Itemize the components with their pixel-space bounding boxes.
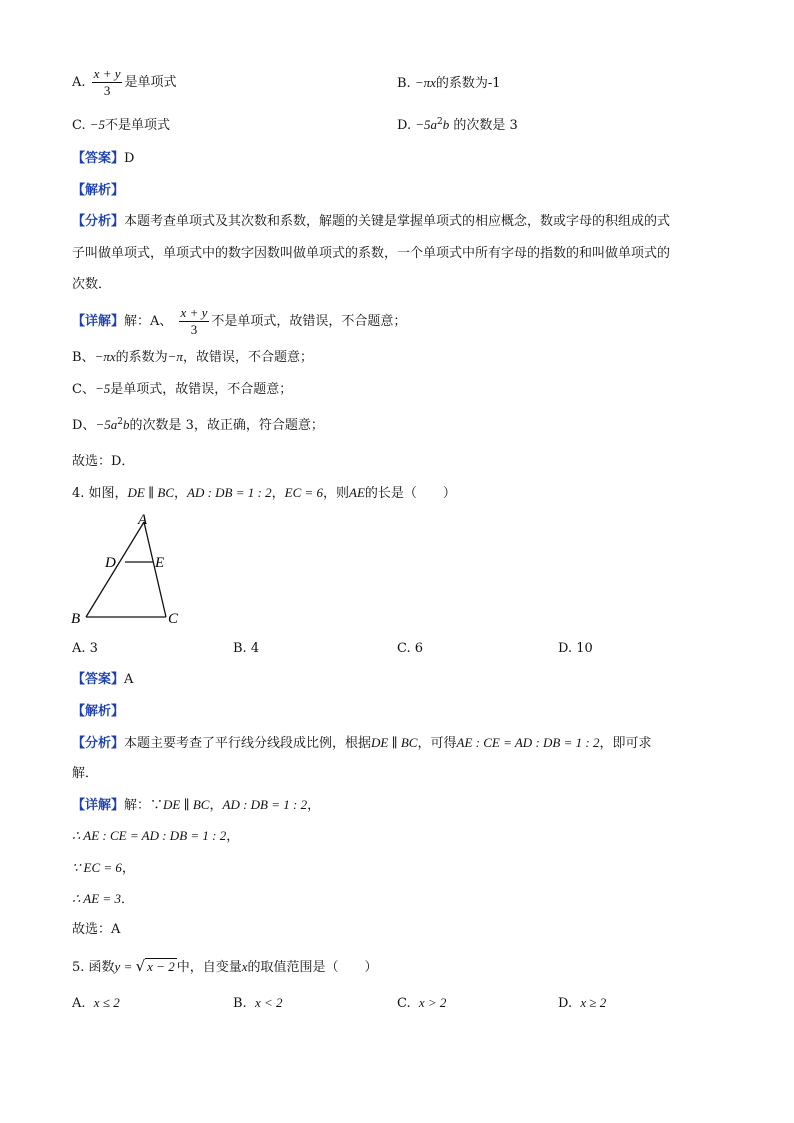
- q3-analysis-heading: 【解析】: [72, 183, 125, 198]
- q3-option-a: A. $\frac{x + y}{3}$ 是单项式: [72, 66, 177, 98]
- label-d: D: [105, 555, 116, 571]
- q3-detail-a: 【详解】解：A、 $\frac{x + y}{3}$ 不是单项式，故错误，不合题意；: [72, 305, 407, 337]
- label-a: A: [138, 512, 148, 528]
- q4-choose: 故选：A: [72, 922, 121, 937]
- q4-stem: 4. 如图，DE ∥ BC，AD : DB = 1 : 2，EC = 6，则AE的长是（ ）: [72, 485, 456, 501]
- label-c: C: [168, 611, 179, 627]
- q3-option-b: B. −πx的系数为-1: [397, 75, 501, 91]
- q4-fenxi-line1: 【分析】本题主要考查了平行线分线段成比例，根据DE ∥ BC，可得AE : CE = AD : DB = 1 : 2，即可求: [72, 735, 652, 751]
- q3-option-d: D. $-5a^2b$ 的次数是 3: [397, 117, 518, 133]
- q5-option-c: C. x > 2: [397, 995, 447, 1011]
- label-e: E: [155, 555, 165, 571]
- q4-option-c: C. 6: [397, 641, 424, 656]
- q4-detail-line4: ∴ AE = 3．: [72, 891, 134, 907]
- q3-fenxi-line2: 子叫做单项式，单项式中的数字因数叫做单项式的系数，一个单项式中所有字母的指数的和叫做单项式的: [72, 246, 671, 261]
- q5-option-d: D. x ≥ 2: [558, 995, 607, 1011]
- q3-choose: 故选：D．: [72, 454, 135, 469]
- sqrt-icon: √: [135, 957, 146, 975]
- q3-answer: 【答案】D: [72, 151, 135, 166]
- fraction: $\frac{x + y}{3}$: [180, 305, 208, 337]
- q4-option-b: B. 4: [233, 641, 260, 656]
- q4-fenxi-line2: 解．: [72, 766, 99, 781]
- q4-triangle-figure: [68, 508, 188, 630]
- q4-answer: 【答案】A: [72, 672, 134, 687]
- q4-detail-line3: ∵ EC = 6，: [72, 860, 135, 876]
- q5-option-a: A. x ≤ 2: [72, 995, 120, 1011]
- q3-detail-b: B、−πx的系数为−π，故错误，不合题意；: [72, 349, 313, 365]
- q5-option-b: B. x < 2: [233, 995, 283, 1011]
- q3-detail-c: C、−5是单项式，故错误，不合题意；: [72, 381, 293, 397]
- fraction: $\frac{x + y}{3}$: [93, 66, 121, 98]
- q3-fenxi-line3: 次数．: [72, 277, 112, 292]
- q3-detail-d: D、$-5a^2b$的次数是 3，故正确，符合题意；: [72, 417, 324, 433]
- q5-stem: 5. 函数y = √ x − 2 中，自变量x的取值范围是（ ）: [72, 957, 378, 975]
- q4-analysis-heading: 【解析】: [72, 704, 125, 719]
- label-b: B: [71, 611, 81, 627]
- q3-option-c: C. −5不是单项式: [72, 117, 171, 133]
- q3-fenxi-line1: 【分析】本题考查单项式及其次数和系数，解题的关键是掌握单项式的相应概念，数或字母的积组成的式: [72, 214, 671, 229]
- q4-detail-line1: 【详解】解：∵DE ∥ BC，AD : DB = 1 : 2，: [72, 797, 321, 813]
- q4-option-a: A. 3: [72, 641, 98, 656]
- q4-option-d: D. 10: [558, 641, 593, 656]
- q4-detail-line2: ∴ AE : CE = AD : DB = 1 : 2，: [72, 828, 240, 844]
